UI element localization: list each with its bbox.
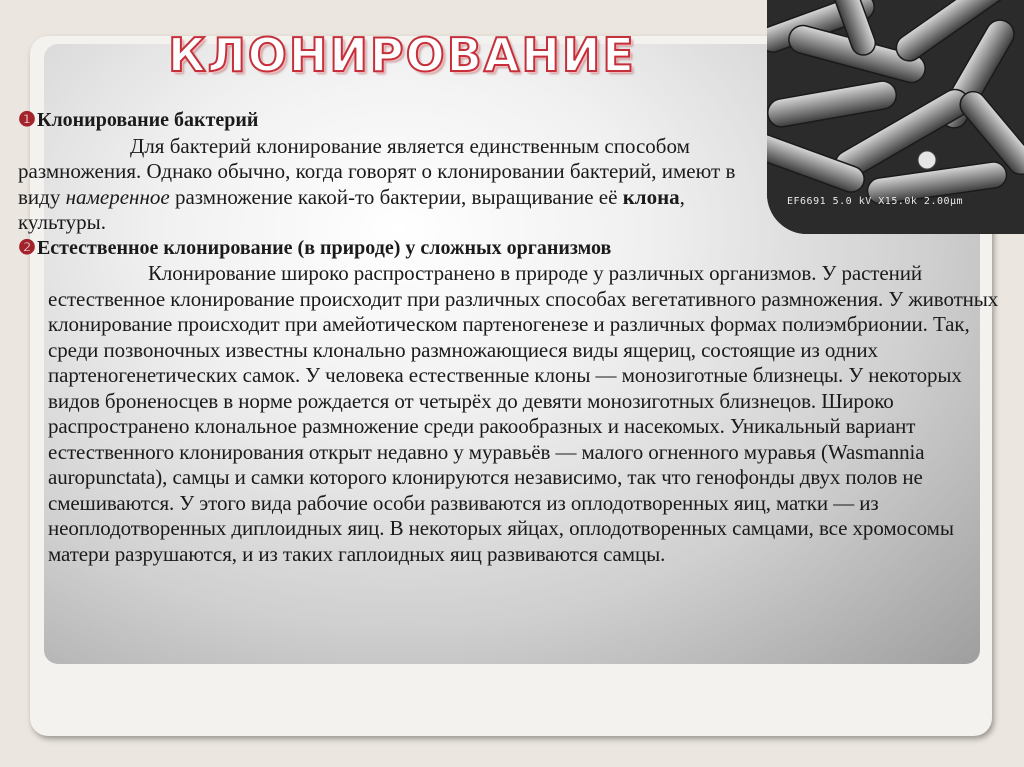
section-bacteria-cloning (18, 108, 768, 236)
micrograph-caption: EF6691 5.0 kV X15.0k 2.00µm (787, 196, 964, 207)
section-natural-cloning (18, 236, 1000, 568)
slide-content (18, 108, 999, 567)
paragraph-text: размножение какой-то бактерии, выращивание её (169, 184, 623, 209)
paragraph-text: , культуры. (18, 184, 685, 234)
italic-term: намеренное (65, 184, 170, 209)
section-heading (18, 236, 1000, 262)
number-two-icon: ❷ (18, 236, 36, 259)
section-paragraph (18, 134, 768, 236)
paragraph-text: Для бактерий клонирование является единственным способом размножения. Однако обычно, когда говорят о клонировании бактерий, имеют в виду (18, 133, 736, 209)
section-heading-text: Естественное клонирование (в природе) у сложных организмов (36, 236, 612, 259)
section-heading (18, 108, 768, 134)
section-paragraph: Клонирование широко распространено в природе у различных организмов. У растений естественное клонирование происходит при различных способах вегетативного размножения. У животных клонирование происходит при амейотическом партеногенезе и различных формах полиэмбрионии. Так, среди позвоночных известны клонально размножающиеся виды ящериц, состоящие из одних партеногенетических самок. У человека естественные клоны — монозиготные близнецы. У некоторых видов броненосцев в норме рождается от четырёх до девяти монозиготных близнецов. Широко распространено клональное размножение среди ракообразных и насекомых. Уникальный вариант естественного клонирования открыт недавно у муравьёв — малого огненного муравья (Wasmannia auropunctata), самцы и самки которого клонируются независимо, так что генофонды двух полов не смешиваются. У этого вида рабочие особи развиваются из оплодотворенных яиц, матки — из неоплодотворенных диплоидных яиц. В некоторых яйцах, оплодотворенных самцами, все хромосомы матери разрушаются, и из таких гаплоидных яиц развиваются самцы. (48, 261, 999, 566)
section-heading-text: Клонирование бактерий (36, 109, 259, 131)
bold-term: клона (622, 184, 680, 209)
page-title: КЛОНИРОВАНИЕ (168, 28, 636, 82)
number-one-icon: ❶ (18, 109, 36, 131)
